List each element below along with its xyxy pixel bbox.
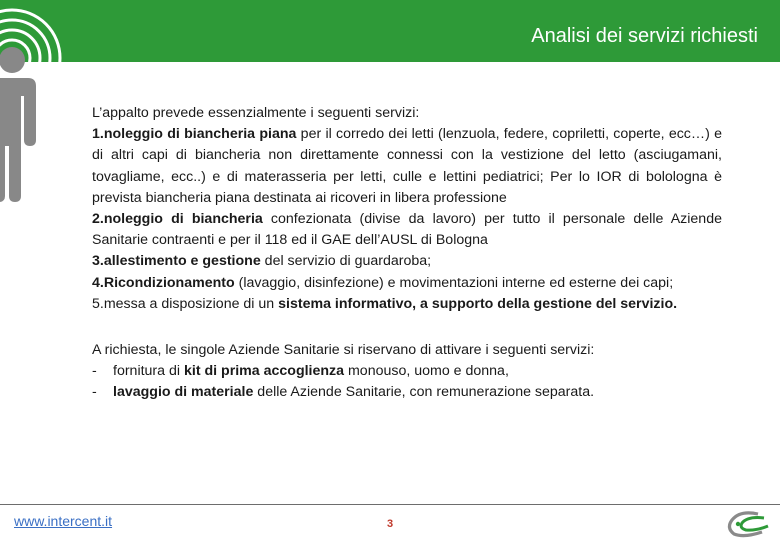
- service-3-text: del servizio di guardaroba;: [260, 253, 432, 270]
- service-1-text: per il corredo dei letti (lenzuola, federe, copriletti, coperte, ecc…) e di altri capi di biancheria non direttamente connessi con la vestizione del letto (asciugamani, tovagliame, ecc..) e di materasseria per letti, culle e lettini pediatrici; Per lo IOR di bolologna è prevista biancheria piana destinata ai ricoveri in libera professione: [92, 126, 722, 206]
- service-5-title: sistema informativo, a supporto della gestione del servizio.: [278, 295, 678, 312]
- optional-item-1-prefix: fornitura di: [113, 363, 184, 380]
- optional-item-2: [92, 382, 722, 403]
- service-item-4: [92, 273, 722, 294]
- optional-item-1: [92, 361, 722, 382]
- page-number: 3: [386, 518, 394, 530]
- service-3-title: 3.allestimento e gestione: [92, 253, 261, 270]
- service-1-title: 1.noleggio di biancheria piana: [92, 126, 297, 143]
- optional-item-2-title: lavaggio di materiale: [113, 384, 254, 401]
- service-item-5: [92, 294, 722, 315]
- service-4-title: 4.Ricondizionamento: [92, 274, 235, 291]
- list-dash: -: [92, 363, 97, 380]
- services-intro: L’appalto prevede essenzialmente i seguenti servizi:: [92, 105, 420, 121]
- main-content: [92, 103, 722, 404]
- list-dash: -: [92, 384, 97, 401]
- service-item-1: [92, 124, 722, 209]
- service-2-text: confezionata (divise da lavoro) per tutto il personale delle Aziende Sanitarie contraenti e per il 118 ed il GAE dell’AUSL di Bologna: [92, 211, 722, 249]
- service-item-3: [92, 251, 722, 272]
- footer-divider: [0, 504, 780, 505]
- service-4-text: (lavaggio, disinfezione) e movimentazioni interne ed esterne dei capi;: [234, 274, 674, 291]
- optional-services-intro: A richiesta, le singole Aziende Sanitarie si riservano di attivare i seguenti servizi:: [92, 342, 595, 359]
- person-signal-icon: [0, 0, 70, 210]
- intercent-logo-icon: [718, 508, 776, 538]
- service-2-title: 2.noleggio di biancheria: [92, 211, 263, 228]
- service-item-2: [92, 209, 722, 251]
- service-5-text: 5.messa a disposizione di un: [92, 295, 279, 312]
- page-title: Analisi dei servizi richiesti: [531, 25, 758, 47]
- optional-item-2-text: delle Aziende Sanitarie, con remunerazione separata.: [253, 384, 595, 401]
- optional-item-1-title: kit di prima accoglienza: [183, 363, 345, 380]
- optional-item-1-text: monouso, uomo e donna,: [344, 363, 509, 380]
- footer-url-link[interactable]: www.intercent.it: [14, 513, 113, 529]
